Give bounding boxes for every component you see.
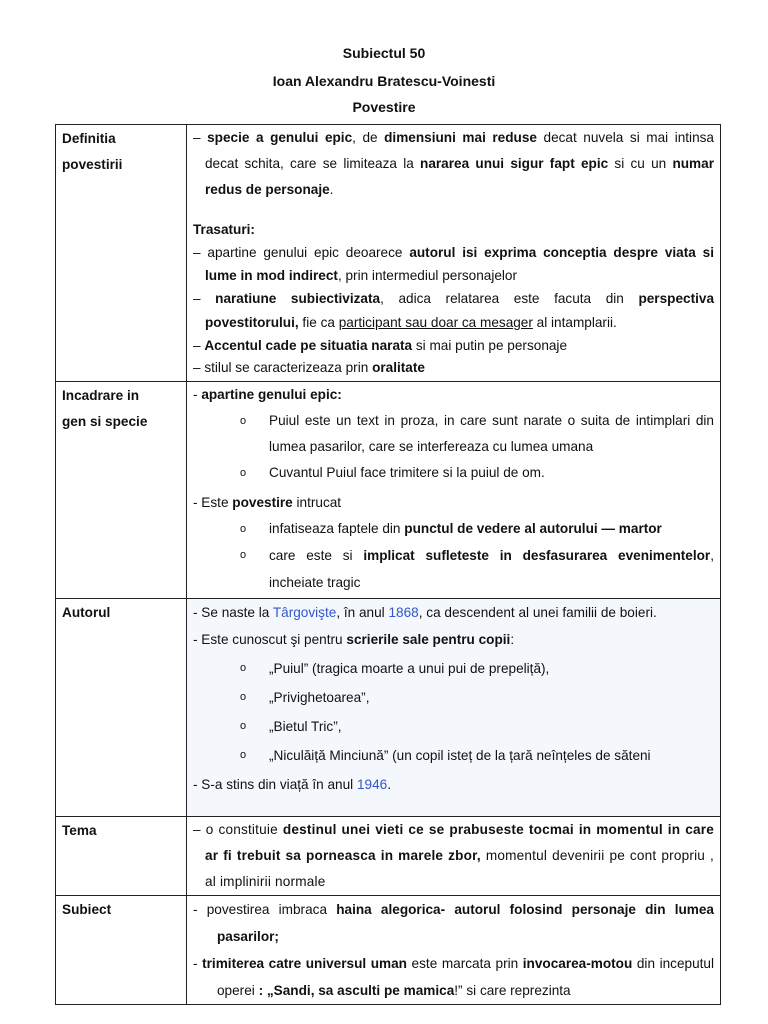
row-content-incadrare (187, 382, 721, 599)
sub-list-item: o care este si implicat sufleteste in desfasurarea evenimentelor, incheiate tragic (193, 542, 714, 596)
label-line: Autorul (62, 605, 111, 620)
genre-title: Povestire (352, 99, 416, 115)
row-content-subiect (187, 896, 721, 1005)
table-row-definitia (56, 125, 721, 382)
row-label-subiect (56, 896, 187, 1005)
trait-item: – naratiune subiectivizata, adica relatarea este facuta din perspectiva povestitorului, fie ca participant sau doar ca mesager al intamplarii. (193, 291, 714, 330)
bullet-icon: o (240, 720, 247, 732)
label-line: Tema (62, 823, 97, 838)
summary-table (55, 124, 721, 1005)
theme-text: – o constituie destinul unei vieti ce se prabuseste tocmai in momentul in care ar fi trebuit sa porneasca in marele zbor, momentul devenirii pe cont propriu , al implinirii normale (193, 822, 714, 889)
label-line: Definitia (62, 131, 116, 146)
label-line: Subiect (62, 902, 112, 917)
subject-number-title: Subiectul 50 (342, 45, 426, 61)
table-row-autorul (56, 599, 721, 817)
list-item: - S-a stins din viață în anul 1946. (193, 777, 391, 792)
sub-list-item: o Cuvantul Puiul face trimitere si la puiul de om. (193, 460, 714, 486)
row-label-definitia (56, 125, 187, 382)
trait-item: – Accentul cade pe situatia narata si mai putin pe personaje (193, 338, 568, 353)
list-item: - Este povestire intrucat (193, 495, 342, 510)
link-year-1868[interactable]: 1868 (388, 605, 419, 620)
link-year-1946[interactable]: 1946 (356, 777, 388, 792)
table-row-tema (56, 817, 721, 896)
label-line: gen si specie (62, 414, 148, 429)
traits-heading: Trasaturi: (193, 222, 255, 237)
table-row-incadrare (56, 382, 721, 599)
works-list-item: o „Niculăiță Minciună” (un copil isteț de la țară neînțeles de săteni (193, 741, 714, 770)
works-list-item: o „Privighetoarea”, (193, 683, 714, 712)
table-row-subiect (56, 896, 721, 1005)
trait-item: – apartine genului epic deoarece autorul isi exprima conceptia despre viata si lume in mod indirect, prin intermediul personajelor (193, 245, 714, 283)
row-content-definitia (187, 125, 721, 382)
bullet-icon: o (240, 467, 247, 479)
bullet-icon: o (240, 523, 247, 535)
bullet-icon: o (240, 415, 247, 427)
bullet-icon: o (240, 549, 247, 561)
bullet-icon: o (240, 662, 247, 674)
label-line: Incadrare in (62, 388, 140, 403)
bullet-icon: o (240, 749, 247, 761)
row-label-autorul (56, 599, 187, 817)
bullet-icon: o (240, 691, 247, 703)
sub-list-item: o infatiseaza faptele din punctul de vedere al autorului — martor (193, 516, 714, 542)
link-targoviste[interactable]: Târgovişte (272, 605, 337, 620)
trait-item: – stilul se caracterizeaza prin oralitate (193, 360, 425, 375)
label-line: povestirii (62, 157, 123, 172)
row-content-autorul (187, 599, 721, 817)
author-title: Ioan Alexandru Bratescu-Voinesti (272, 73, 496, 89)
list-item: - povestirea imbraca haina alegorica- autorul folosind personaje din lumea pasarilor; (193, 902, 714, 944)
sub-list-item: o Puiul este un text in proza, in care sunt narate o suita de intimplari din lumea pasarilor, care se interfereaza cu lumea umana (193, 408, 714, 460)
row-content-tema (187, 817, 721, 896)
works-list-item: o „Bietul Tric”, (193, 712, 714, 741)
row-label-incadrare (56, 382, 187, 599)
works-list-item: o „Puiul” (tragica moarte a unui pui de prepeliță), (193, 654, 714, 683)
definition-text: – specie a genului epic, de dimensiuni mai reduse decat nuvela si mai intinsa decat schita, care se limiteaza la nararea unui sigur fapt epic si cu un numar redus de personaje. (193, 130, 714, 197)
row-label-tema (56, 817, 187, 896)
list-item: - Se naste la Târgovişte, în anul 1868, ca descendent al unei familii de boieri. (193, 605, 657, 620)
list-item: - apartine genului epic: (193, 387, 342, 402)
list-item: - trimiterea catre universul uman este marcata prin invocarea-motou din inceputul operei : „Sandi, sa asculti pe mamica!” si care reprezinta (193, 956, 715, 998)
list-item: - Este cunoscut şi pentru scrierile sale pentru copii: (193, 632, 515, 647)
